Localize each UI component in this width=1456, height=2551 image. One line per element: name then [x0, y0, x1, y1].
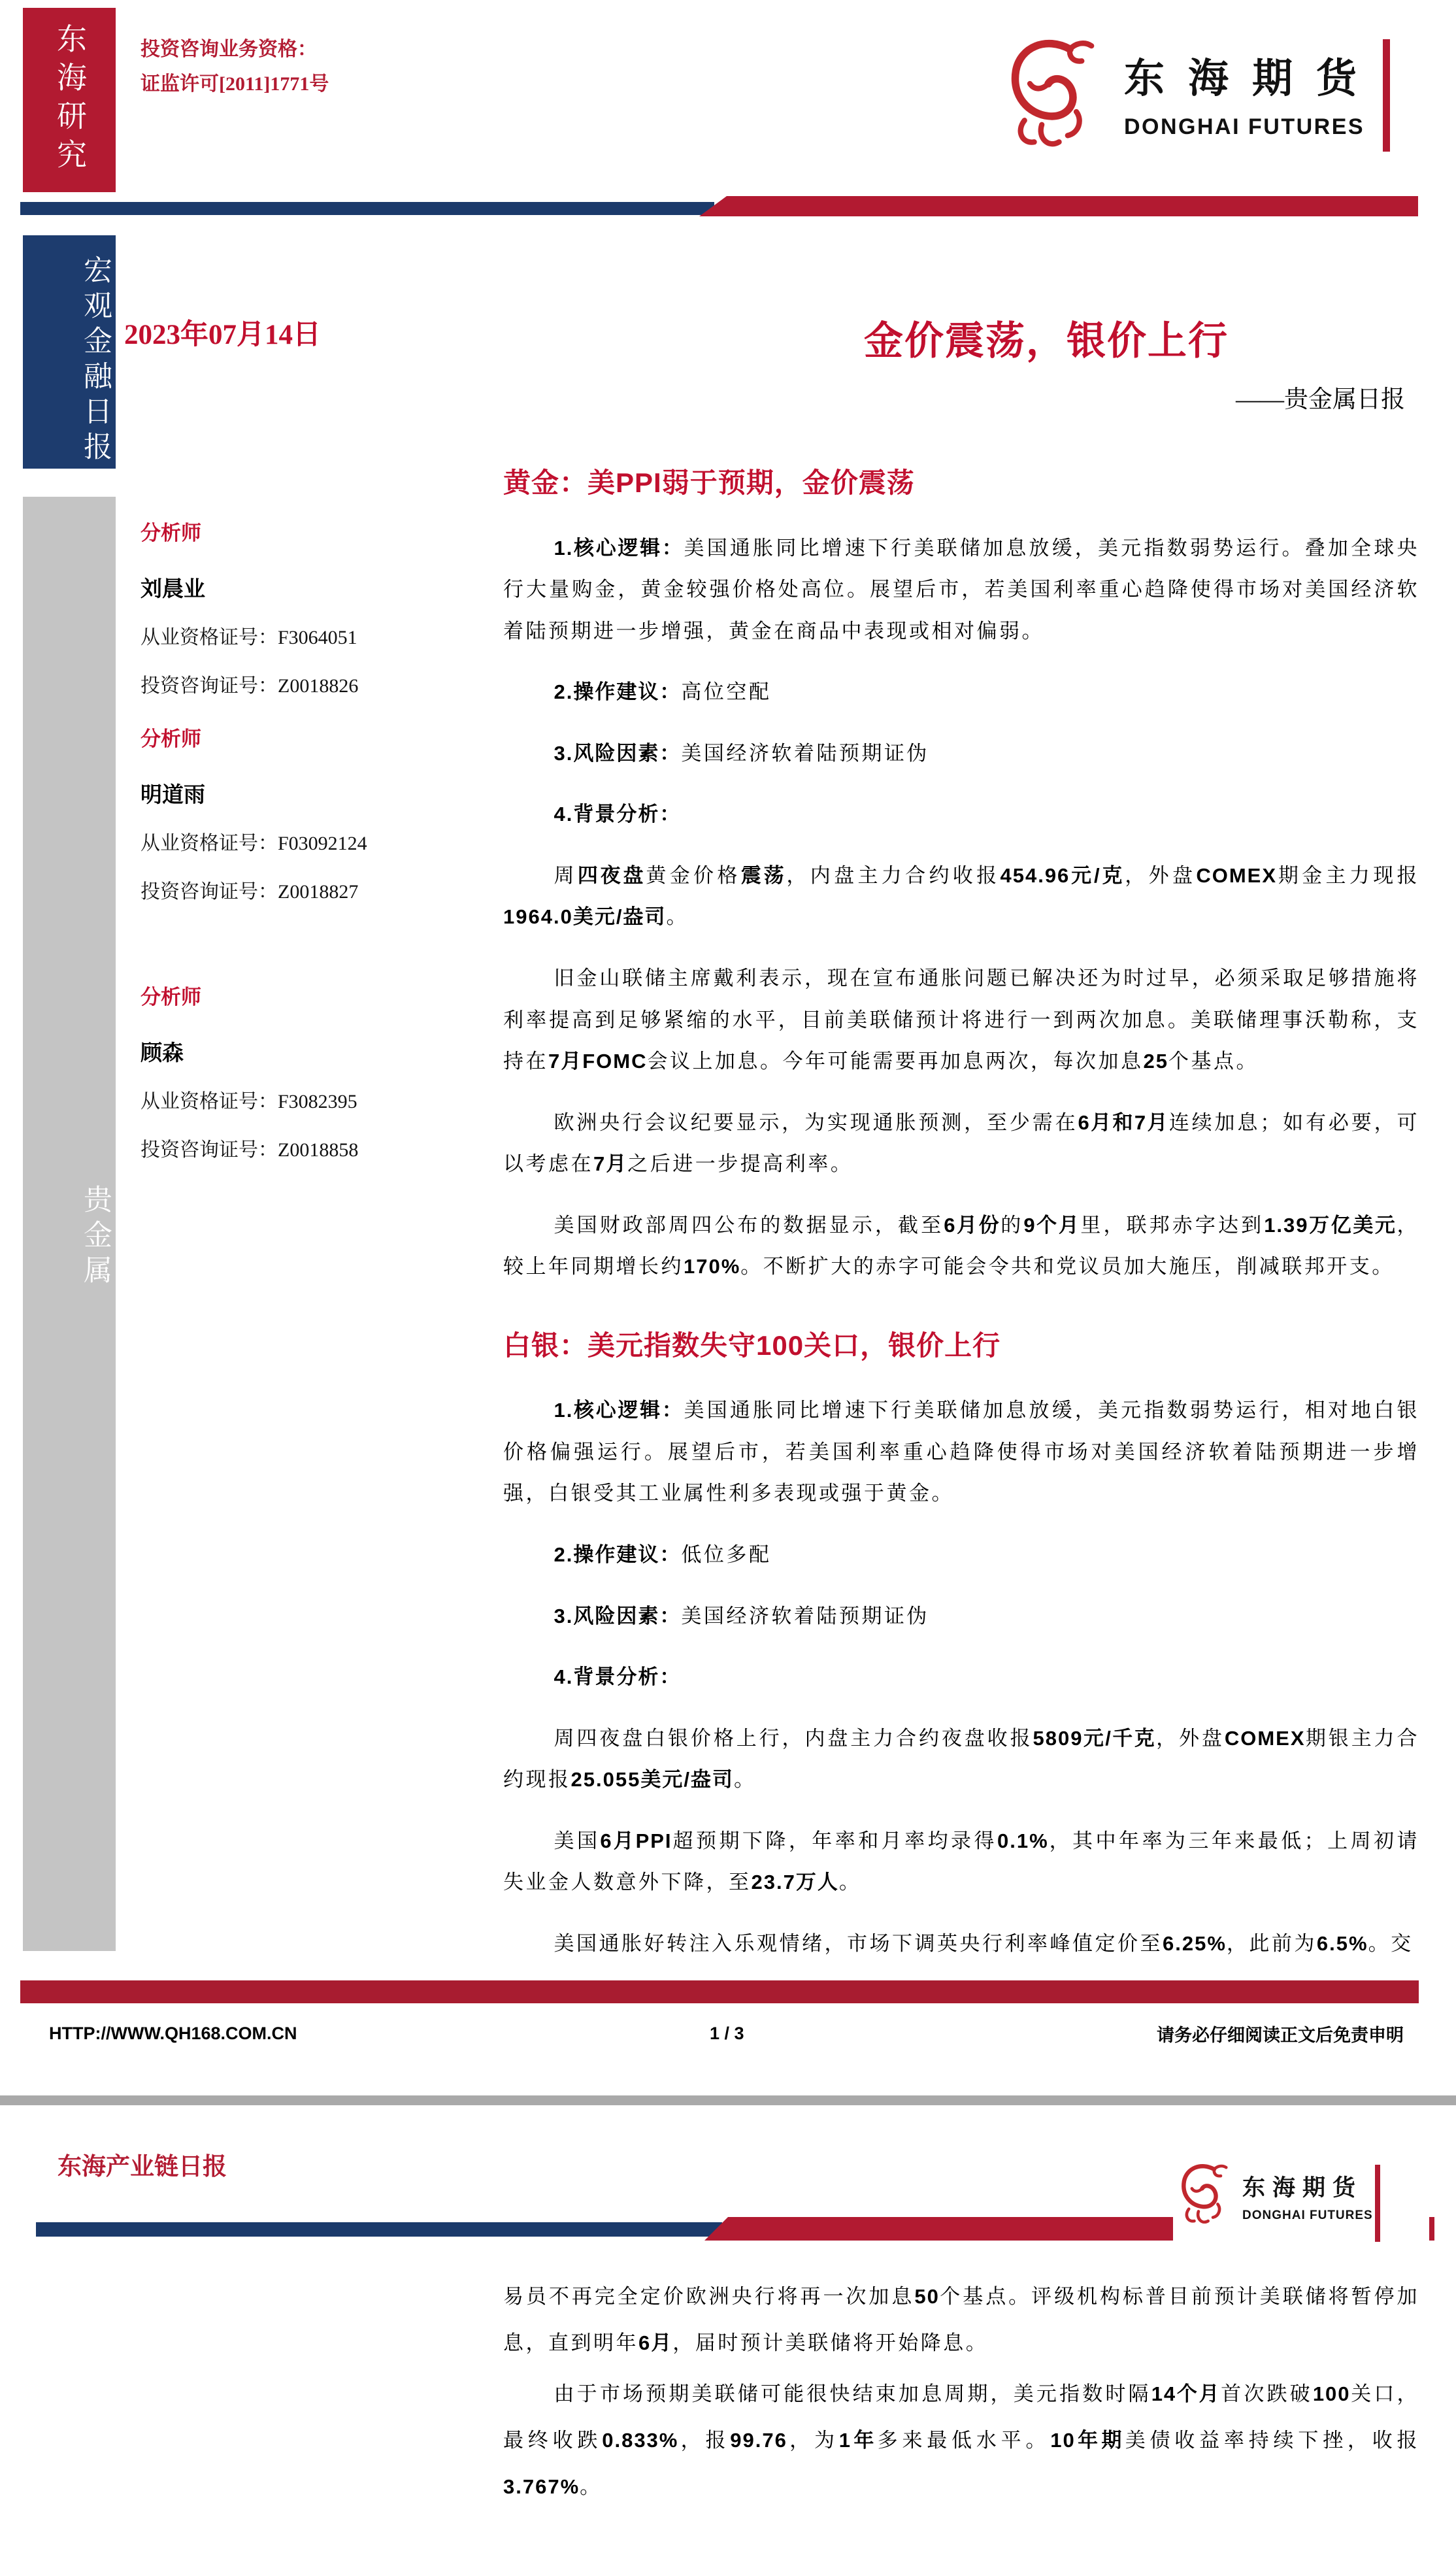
sidebar-macro-finance-daily [23, 235, 116, 469]
footer [49, 2021, 1404, 2046]
body-paragraph: 易员不再完全定价欧洲央行将再一次加息50个基点。评级机构标普目前预计美联储将暂停加息，直到明年6月，届时预计美联储将开始降息。 [503, 2285, 1420, 2355]
body-paragraph: 美国6月PPI超预期下降，年率和月率均录得0.1%，其中年率为三年来最低；上周初请失业金人数意外下降，至23.7万人。 [503, 1829, 1420, 1894]
body-paragraph: 周四夜盘黄金价格震荡，内盘主力合约收报454.96元/克，外盘COMEX期金主力现报1964.0美元/盎司。 [503, 863, 1420, 929]
header-divider-blue [20, 202, 714, 215]
footer-url: HTTP://WWW.QH168.COM.CN [49, 2024, 297, 2043]
company-logo [1173, 2157, 1429, 2265]
silver-paragraphs [503, 1390, 1419, 1964]
logo-red-bar [1375, 2165, 1380, 2242]
dragon-icon [1176, 2161, 1236, 2230]
body-paragraph: 3.风险因素：美国经济软着陆预期证伪 [554, 1604, 929, 1627]
page2-content-column [503, 2273, 1419, 2514]
donghai-research-banner [23, 8, 116, 192]
dragon-icon [1000, 34, 1110, 158]
analyst-label: 分析师 [141, 727, 201, 750]
page-separator [0, 2095, 1456, 2105]
analyst-cert: 从业资格证号：F03092124 [141, 833, 367, 854]
body-paragraph: 周四夜盘白银价格上行，内盘主力合约夜盘收报5809元/千克，外盘COMEX期银主力合约现报25.055美元/盎司。 [503, 1726, 1420, 1792]
logo-english-name: DONGHAI FUTURES [1242, 2209, 1373, 2222]
logo-red-bar [1383, 39, 1390, 152]
qualification-line: 证监许可[2011]1771号 [141, 73, 329, 95]
body-paragraph: 欧洲央行会议纪要显示，为实现通胀预测，至少需在6月和7月连续加息；如有必要，可以考虑在7月之后进一步提高利率。 [503, 1110, 1419, 1176]
logo-english-name: DONGHAI FUTURES [1124, 114, 1365, 139]
analyst-block [141, 722, 493, 924]
body-paragraph: 由于市场预期美联储可能很快结束加息周期，美元指数时隔14个月首次跌破100关口，最终收跌0.833%，报99.76，为1年多来最低水平。10年期美债收益率持续下挫，收报3.767%。 [503, 2382, 1420, 2499]
report-title: 金价震荡，银价上行 [864, 319, 1229, 363]
analyst-cert: 从业资格证号：F3064051 [141, 627, 357, 648]
gold-paragraphs [503, 527, 1419, 1288]
footer-page-number: 1 / 3 [709, 2024, 744, 2043]
qualification-line: 投资咨询业务资格： [141, 39, 317, 60]
analyst-block [141, 980, 493, 1182]
analyst-cert: 投资咨询证号：Z0018827 [141, 881, 359, 903]
header-divider-red [699, 196, 1418, 216]
page2-divider-blue [36, 2222, 722, 2237]
footer-red-bar [20, 1980, 1419, 2003]
qualification-notice [141, 33, 329, 101]
analyst-name: 明道雨 [141, 784, 205, 807]
page2-header-title: 东海产业链日报 [58, 2153, 227, 2180]
logo-chinese-name: 东海期货 [1124, 57, 1381, 101]
body-paragraph: 2.操作建议：高位空配 [554, 680, 772, 704]
body-paragraph: 4.背景分析： [554, 1665, 682, 1689]
analyst-cert: 投资咨询证号：Z0018826 [141, 675, 359, 697]
body-paragraph: 美国财政部周四公布的数据显示，截至6月份的9个月里，联邦赤字达到1.39万亿美元，较上年同期增长约170%。不断扩大的赤字可能会令共和党议员加大施压，削减联邦开支。 [503, 1213, 1420, 1278]
sidebar-text: 贵金属 [79, 1184, 111, 1290]
logo-text [1242, 2161, 1373, 2223]
body-paragraph: 1.核心逻辑：美国通胀同比增速下行美联储加息放缓，美元指数弱势运行。叠加全球央行大量购金，黄金较强价格处高位。展望后市，若美国利率重心趋降使得市场对美国经济软着陆预期进一步增强，黄金在商品中表现或相对偏弱。 [503, 536, 1419, 642]
body-paragraph: 1.核心逻辑：美国通胀同比增速下行美联储加息放缓，美元指数弱势运行，相对地白银价格偏强运行。展望后市，若美国利率重心趋降使得市场对美国经济软着陆预期进一步增强，白银受其工业属性利多表现或强于黄金。 [503, 1399, 1419, 1505]
body-paragraph: 美国通胀好转注入乐观情绪，市场下调英央行利率峰值定价至6.25%，此前为6.5%。交 [554, 1931, 1414, 1955]
logo-text [1124, 34, 1380, 140]
gold-section-heading: 黄金：美PPI弱于预期，金价震荡 [503, 467, 915, 498]
body-paragraph: 4.背景分析： [554, 803, 682, 826]
report-subtitle: ——贵金属日报 [1236, 386, 1405, 413]
analyst-cert: 从业资格证号：F3082395 [141, 1091, 357, 1112]
report-title-block [864, 310, 1405, 414]
analyst-name: 刘晨业 [141, 578, 205, 601]
analyst-cert: 投资咨询证号：Z0018858 [141, 1139, 359, 1161]
footer-disclaimer: 请务必仔细阅读正文后免责申明 [1156, 2026, 1404, 2045]
main-content-column [503, 465, 1419, 1984]
body-paragraph: 3.风险因素：美国经济软着陆预期证伪 [554, 741, 929, 765]
analyst-label: 分析师 [141, 986, 201, 1009]
banner-text: 东海研究 [53, 23, 86, 177]
silver-section-heading: 白银：美元指数失守100关口，银价上行 [503, 1329, 1001, 1361]
sidebar-precious-metals [23, 497, 116, 1951]
body-paragraph: 旧金山联储主席戴利表示，现在宣布通胀问题已解决还为时过早，必须采取足够措施将利率提高到足够紧缩的水平，目前美联储预计将进行一到两次加息。美联储理事沃勒称，支持在7月FOMC会议上加息。今年可能需要再加息两次，每次加息25个基点。 [503, 966, 1419, 1073]
logo-chinese-name: 东海期货 [1242, 2175, 1363, 2201]
body-paragraph: 2.操作建议：低位多配 [554, 1543, 772, 1567]
analyst-label: 分析师 [141, 522, 201, 544]
analyst-name: 顾森 [141, 1042, 184, 1065]
company-logo [1000, 34, 1390, 158]
analyst-block [141, 516, 493, 718]
sidebar-text: 宏观金融日报 [79, 254, 111, 467]
report-date: 2023年07月14日 [124, 320, 321, 350]
